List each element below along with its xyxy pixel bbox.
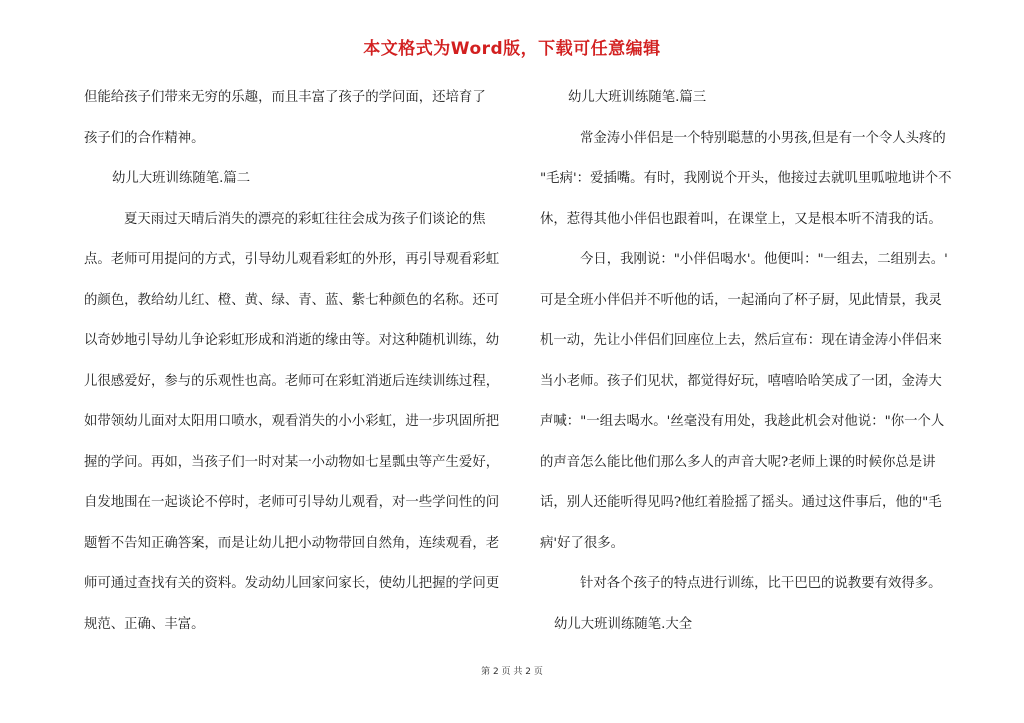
page-number-footer: 第 2 页 共 2 页 xyxy=(481,667,543,677)
right-column-line: 幼儿大班训练随笔.篇三 xyxy=(568,90,707,105)
right-column-line: 当小老师。孩子们见状，都觉得好玩，嘻嘻哈哈笑成了一团，金涛大 xyxy=(540,373,942,389)
left-column-line: 孩子们的合作精神。 xyxy=(84,130,205,146)
right-column-line: 可是全班小伴侣并不听他的话，一起涌向了杯子厨，见此情景，我灵 xyxy=(540,292,942,308)
left-column-line: 夏天雨过天晴后消失的漂亮的彩虹往往会成为孩子们谈论的焦 xyxy=(124,211,486,227)
left-column-line: 自发地围在一起谈论不停时，老师可引导幼儿观看，对一些学问性的问 xyxy=(84,495,500,510)
left-column-line: 的颜色，教给幼儿红、橙、黄、绿、青、蓝、紫七种颜色的名称。还可 xyxy=(84,292,500,308)
right-column-line: 声喊："一组去喝水。'丝毫没有用处，我趁此机会对他说："你一个人 xyxy=(540,414,945,429)
right-text-column xyxy=(540,78,972,645)
left-column-line: 点。老师可用提问的方式，引导幼儿观看彩虹的外形，再引导观看彩虹 xyxy=(84,252,500,267)
right-column-line: 今日，我刚说："小伴侣喝水'。他便叫："一组去，二组别去。' xyxy=(580,252,948,267)
left-column-line: 以奇妙地引导幼儿争论彩虹形成和消逝的缘由等。对这种随机训练，幼 xyxy=(84,333,500,348)
document-banner: 本文格式为Word版，下载可任意编辑 xyxy=(363,39,661,59)
left-column-line: 如带领幼儿面对太阳用口喷水，观看消失的小小彩虹，进一步巩固所把 xyxy=(84,414,500,429)
right-column-line: 常金涛小伴侣是一个特别聪慧的小男孩,但是有一个令人头疼的 xyxy=(580,130,946,146)
left-text-column xyxy=(84,78,516,645)
right-column-line: 话，别人还能听得见吗?他红着脸摇了摇头。通过这件事后，他的"毛 xyxy=(540,495,942,510)
right-column-line: 病'好了很多。 xyxy=(540,535,625,551)
left-column-line: 握的学问。再如，当孩子们一时对某一小动物如七星瓢虫等产生爱好， xyxy=(84,454,500,470)
left-column-line: 规范、正确、丰富。 xyxy=(84,616,205,632)
left-column-line: 师可通过查找有关的资料。发动幼儿回家问家长，使幼儿把握的学问更 xyxy=(84,576,500,591)
left-column-line: 幼儿大班训练随笔.篇二 xyxy=(112,171,251,186)
left-column-line: 题暂不告知正确答案，而是让幼儿把小动物带回自然角，连续观看，老 xyxy=(84,535,500,551)
left-column-line: 但能给孩子们带来无穷的乐趣，而且丰富了孩子的学问面，还培育了 xyxy=(84,90,486,105)
right-column-line: "毛病'：爱插嘴。有时，我刚说个开头，他接过去就叽里呱啦地讲个不 xyxy=(540,171,952,186)
right-column-line: 机一动，先让小伴侣们回座位上去，然后宣布：现在请金涛小伴侣来 xyxy=(540,333,942,348)
right-column-line: 休，惹得其他小伴侣也跟着叫，在课堂上，又是根本听不清我的话。 xyxy=(540,211,942,227)
right-column-line: 幼儿大班训练随笔.大全 xyxy=(554,616,693,632)
right-column-line: 针对各个孩子的特点进行训练，比干巴巴的说教要有效得多。 xyxy=(580,576,942,591)
left-column-line: 儿很感爱好，参与的乐观性也高。老师可在彩虹消逝后连续训练过程， xyxy=(84,373,500,389)
right-column-line: 的声音怎么能比他们那么多人的声音大呢?老师上课的时候你总是讲 xyxy=(540,454,936,470)
